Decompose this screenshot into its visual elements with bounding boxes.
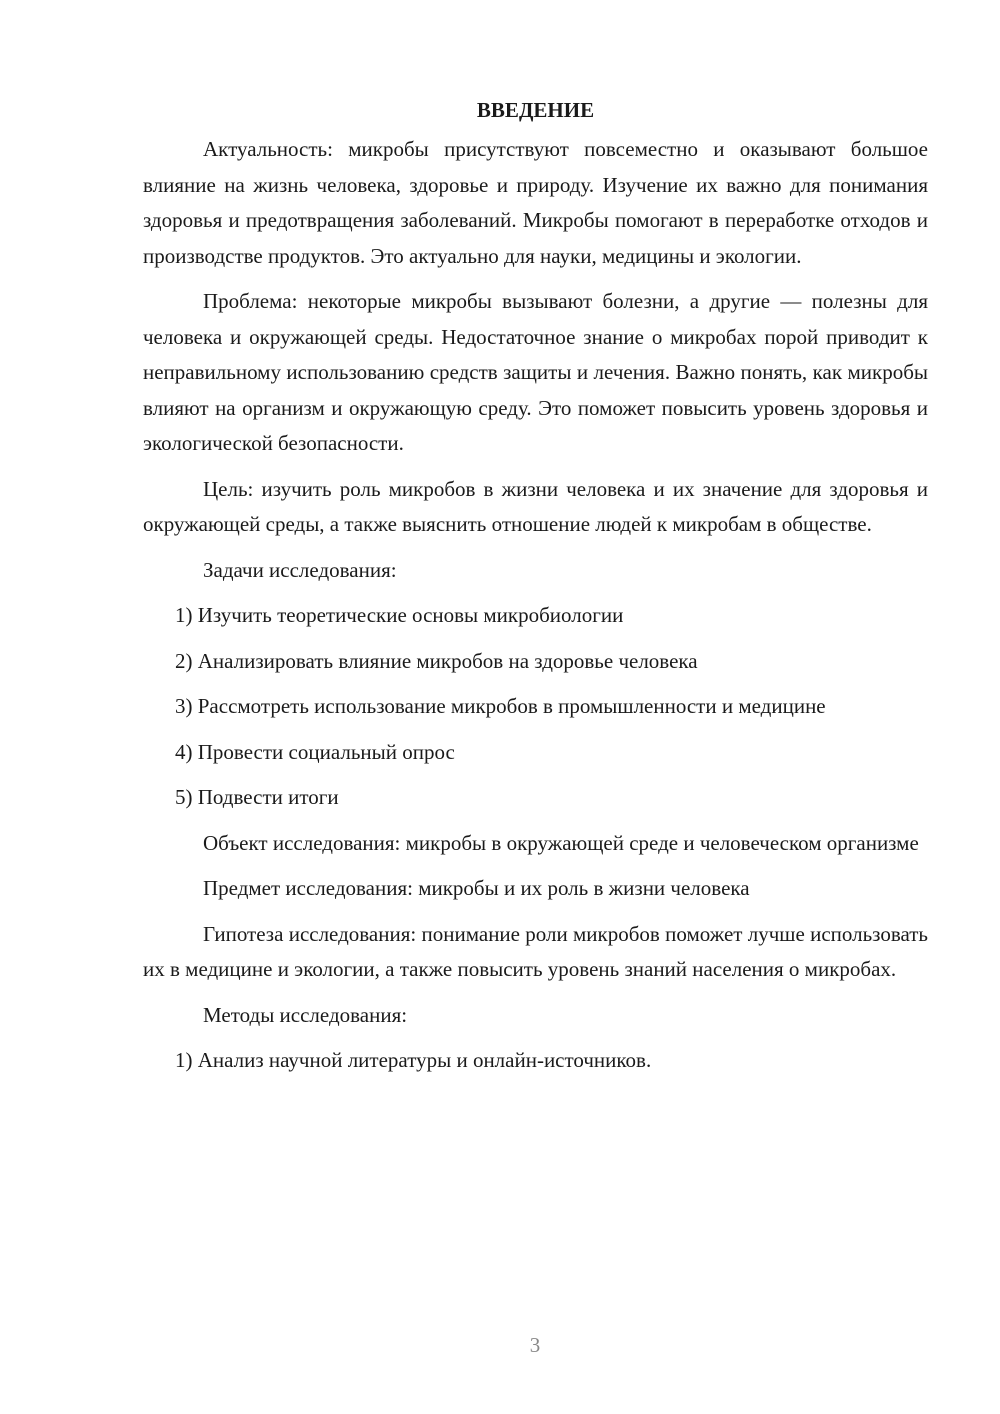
task-item: 4) Провести социальный опрос (175, 739, 455, 764)
task-item: 5) Подвести итоги (175, 785, 339, 809)
page-content (143, 92, 928, 1089)
goal-paragraph: Цель: изучить роль микробов в жизни человека и их значение для здоровья и окружающей среды, а также выяснить отношение людей к микробам в обществе. (143, 476, 928, 536)
task-item: 2) Анализировать влияние микробов на здоровье человека (175, 648, 698, 673)
task-item: 1) Изучить теоретические основы микробиологии (175, 603, 624, 627)
methods-title: Методы исследования: (203, 1002, 408, 1027)
hypothesis-paragraph: Гипотеза исследования: понимание роли микробов поможет лучше использовать их в медицине и экологии, а также повысить уровень знаний населения о микробах. (143, 921, 928, 981)
page-number: 3 (529, 1333, 541, 1357)
problem-paragraph: Проблема: некоторые микробы вызывают болезни, а другие — полезны для человека и окружающей среды. Недостаточное знание о микробах порой приводит к неправильному использованию средств защиты и лечения. Важно понять, как микробы влияют на организм и окружающую среду. Это поможет повысить уровень здоровья и экологической безопасности. (143, 289, 928, 455)
object-paragraph: Объект исследования: микробы в окружающей среде и человеческом организме (203, 830, 919, 855)
method-item: 1) Анализ научной литературы и онлайн-источников. (175, 1048, 652, 1072)
subject-paragraph: Предмет исследования: микробы и их роль в жизни человека (203, 876, 750, 900)
section-heading: ВВЕДЕНИЕ (476, 98, 595, 122)
tasks-title: Задачи исследования: (203, 557, 397, 582)
task-item: 3) Рассмотреть использование микробов в промышленности и медицине (175, 694, 826, 718)
relevance-paragraph: Актуальность: микробы присутствуют повсеместно и оказывают большое влияние на жизнь человека, здоровье и природу. Изучение их важно для понимания здоровья и предотвращения заболеваний. Микробы помогают в переработке отходов и производстве продуктов. Это актуально для науки, медицины и экологии. (143, 137, 928, 268)
